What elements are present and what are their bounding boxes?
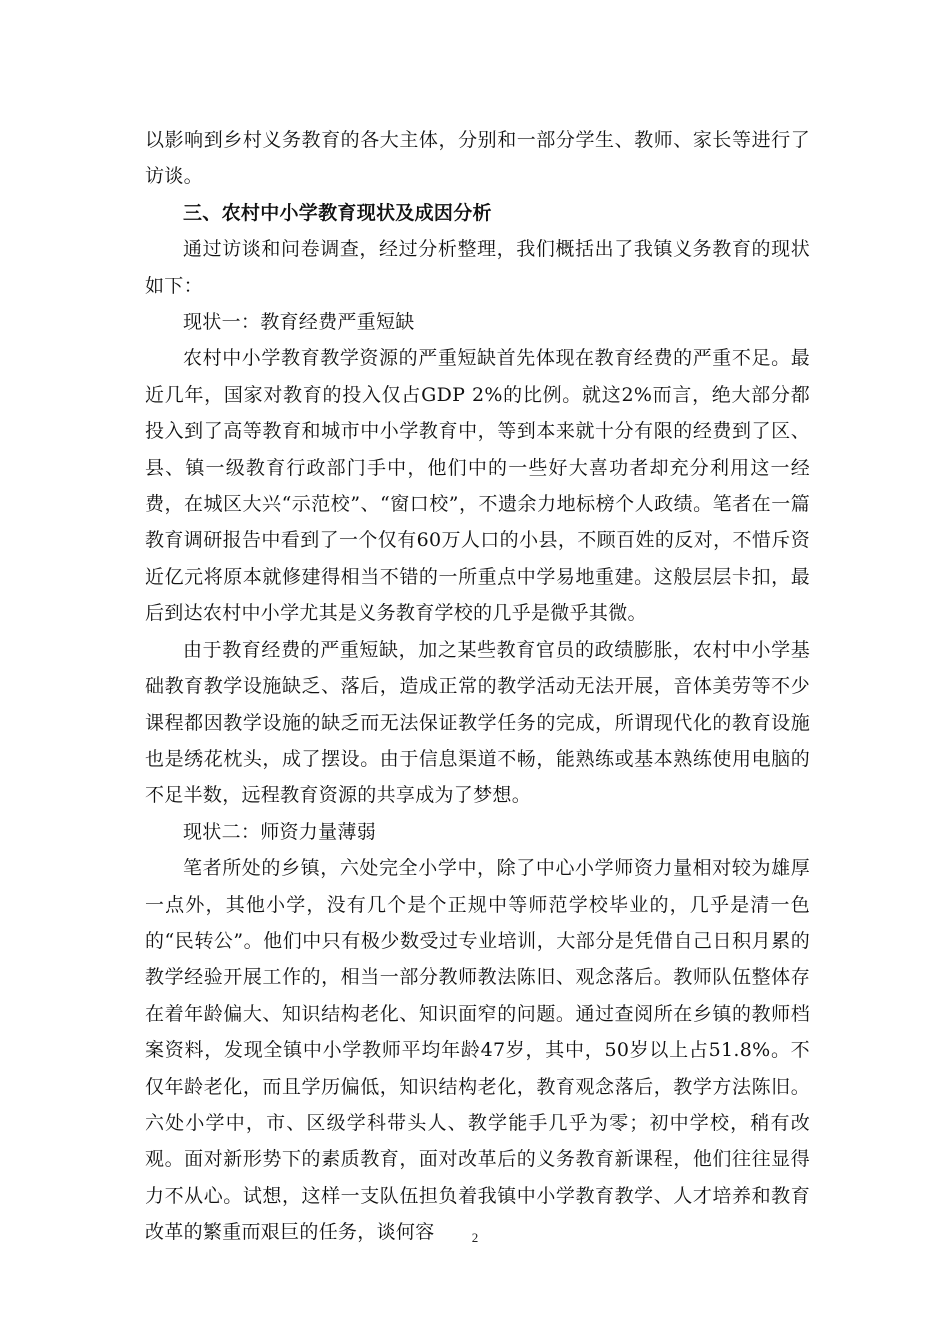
page-number: 2: [471, 1230, 479, 1245]
subheading-status-two: 现状二：师资力量薄弱: [183, 820, 377, 843]
paragraph-teachers: 笔者所处的乡镇，六处完全小学中，除了中心小学师资力量相对较为雄厚一点外，其他小学，没有几个是个正规中等师范学校毕业的，几乎是清一色的“民转公”。他们中只有极少数受过专业培训，大部分是凭借自己日积月累的教学经验开展工作的，相当一部分教师教法陈旧、观念落后。教师队伍整体存在着年龄偏大、知识结构老化、知识面窄的问题。通过查阅所在乡镇的教师档案资料，发现全镇中小学教师平均年龄47岁，其中，50岁以上占51.8%。不仅年龄老化，而且学历偏低，知识结构老化，教育观念落后，教学方法陈旧。六处小学中，市、区级学科带头人、教学能手几乎为零；初中学校，稍有改观。面对新形势下的素质教育，面对改革后的义务教育新课程，他们往往显得力不从心。试想，这样一支队伍担负着我镇中小学教育教学、人才培养和教育改革的繁重而艰巨的任务，谈何容: [145, 857, 810, 1244]
body-text: [145, 122, 810, 1251]
section-heading: 三、农村中小学教育现状及成因分析: [183, 201, 492, 224]
paragraph-intro: 通过访谈和问卷调查，经过分析整理，我们概括出了我镇义务教育的现状如下：: [145, 238, 810, 297]
subheading-status-one: 现状一：教育经费严重短缺: [183, 311, 415, 334]
paragraph-facilities: 由于教育经费的严重短缺，加之某些教育官员的政绩膨胀，农村中小学基础教育教学设施缺乏、落后，造成正常的教学活动无法开展，音体美劳等不少课程都因教学设施的缺乏而无法保证教学任务的完成，所谓现代化的教育设施也是绣花枕头，成了摆设。由于信息渠道不畅，能熟练或基本熟练使用电脑的不足半数，远程教育资源的共享成为了梦想。: [145, 638, 810, 807]
paragraph-funding: 农村中小学教育教学资源的严重短缺首先体现在教育经费的严重不足。最近几年，国家对教育的投入仅占GDP 2%的比例。就这2%而言，绝大部分都投入到了高等教育和城市中小学教育中，等到本来就十分有限的经费到了区、县、镇一级教育行政部门手中，他们中的一些好大喜功者却充分利用这一经费，在城区大兴“示范校”、“窗口校”，不遗余力地标榜个人政绩。笔者在一篇教育调研报告中看到了一个仅有60万人口的小县，不顾百姓的反对，不惜斥资近亿元将原本就修建得相当不错的一所重点中学易地重建。这般层层卡扣，最后到达农村中小学尤其是义务教育学校的几乎是微乎其微。: [145, 347, 810, 625]
paragraph-continuation: 以影响到乡村义务教育的各大主体，分别和一部分学生、教师、家长等进行了访谈。: [145, 129, 810, 188]
